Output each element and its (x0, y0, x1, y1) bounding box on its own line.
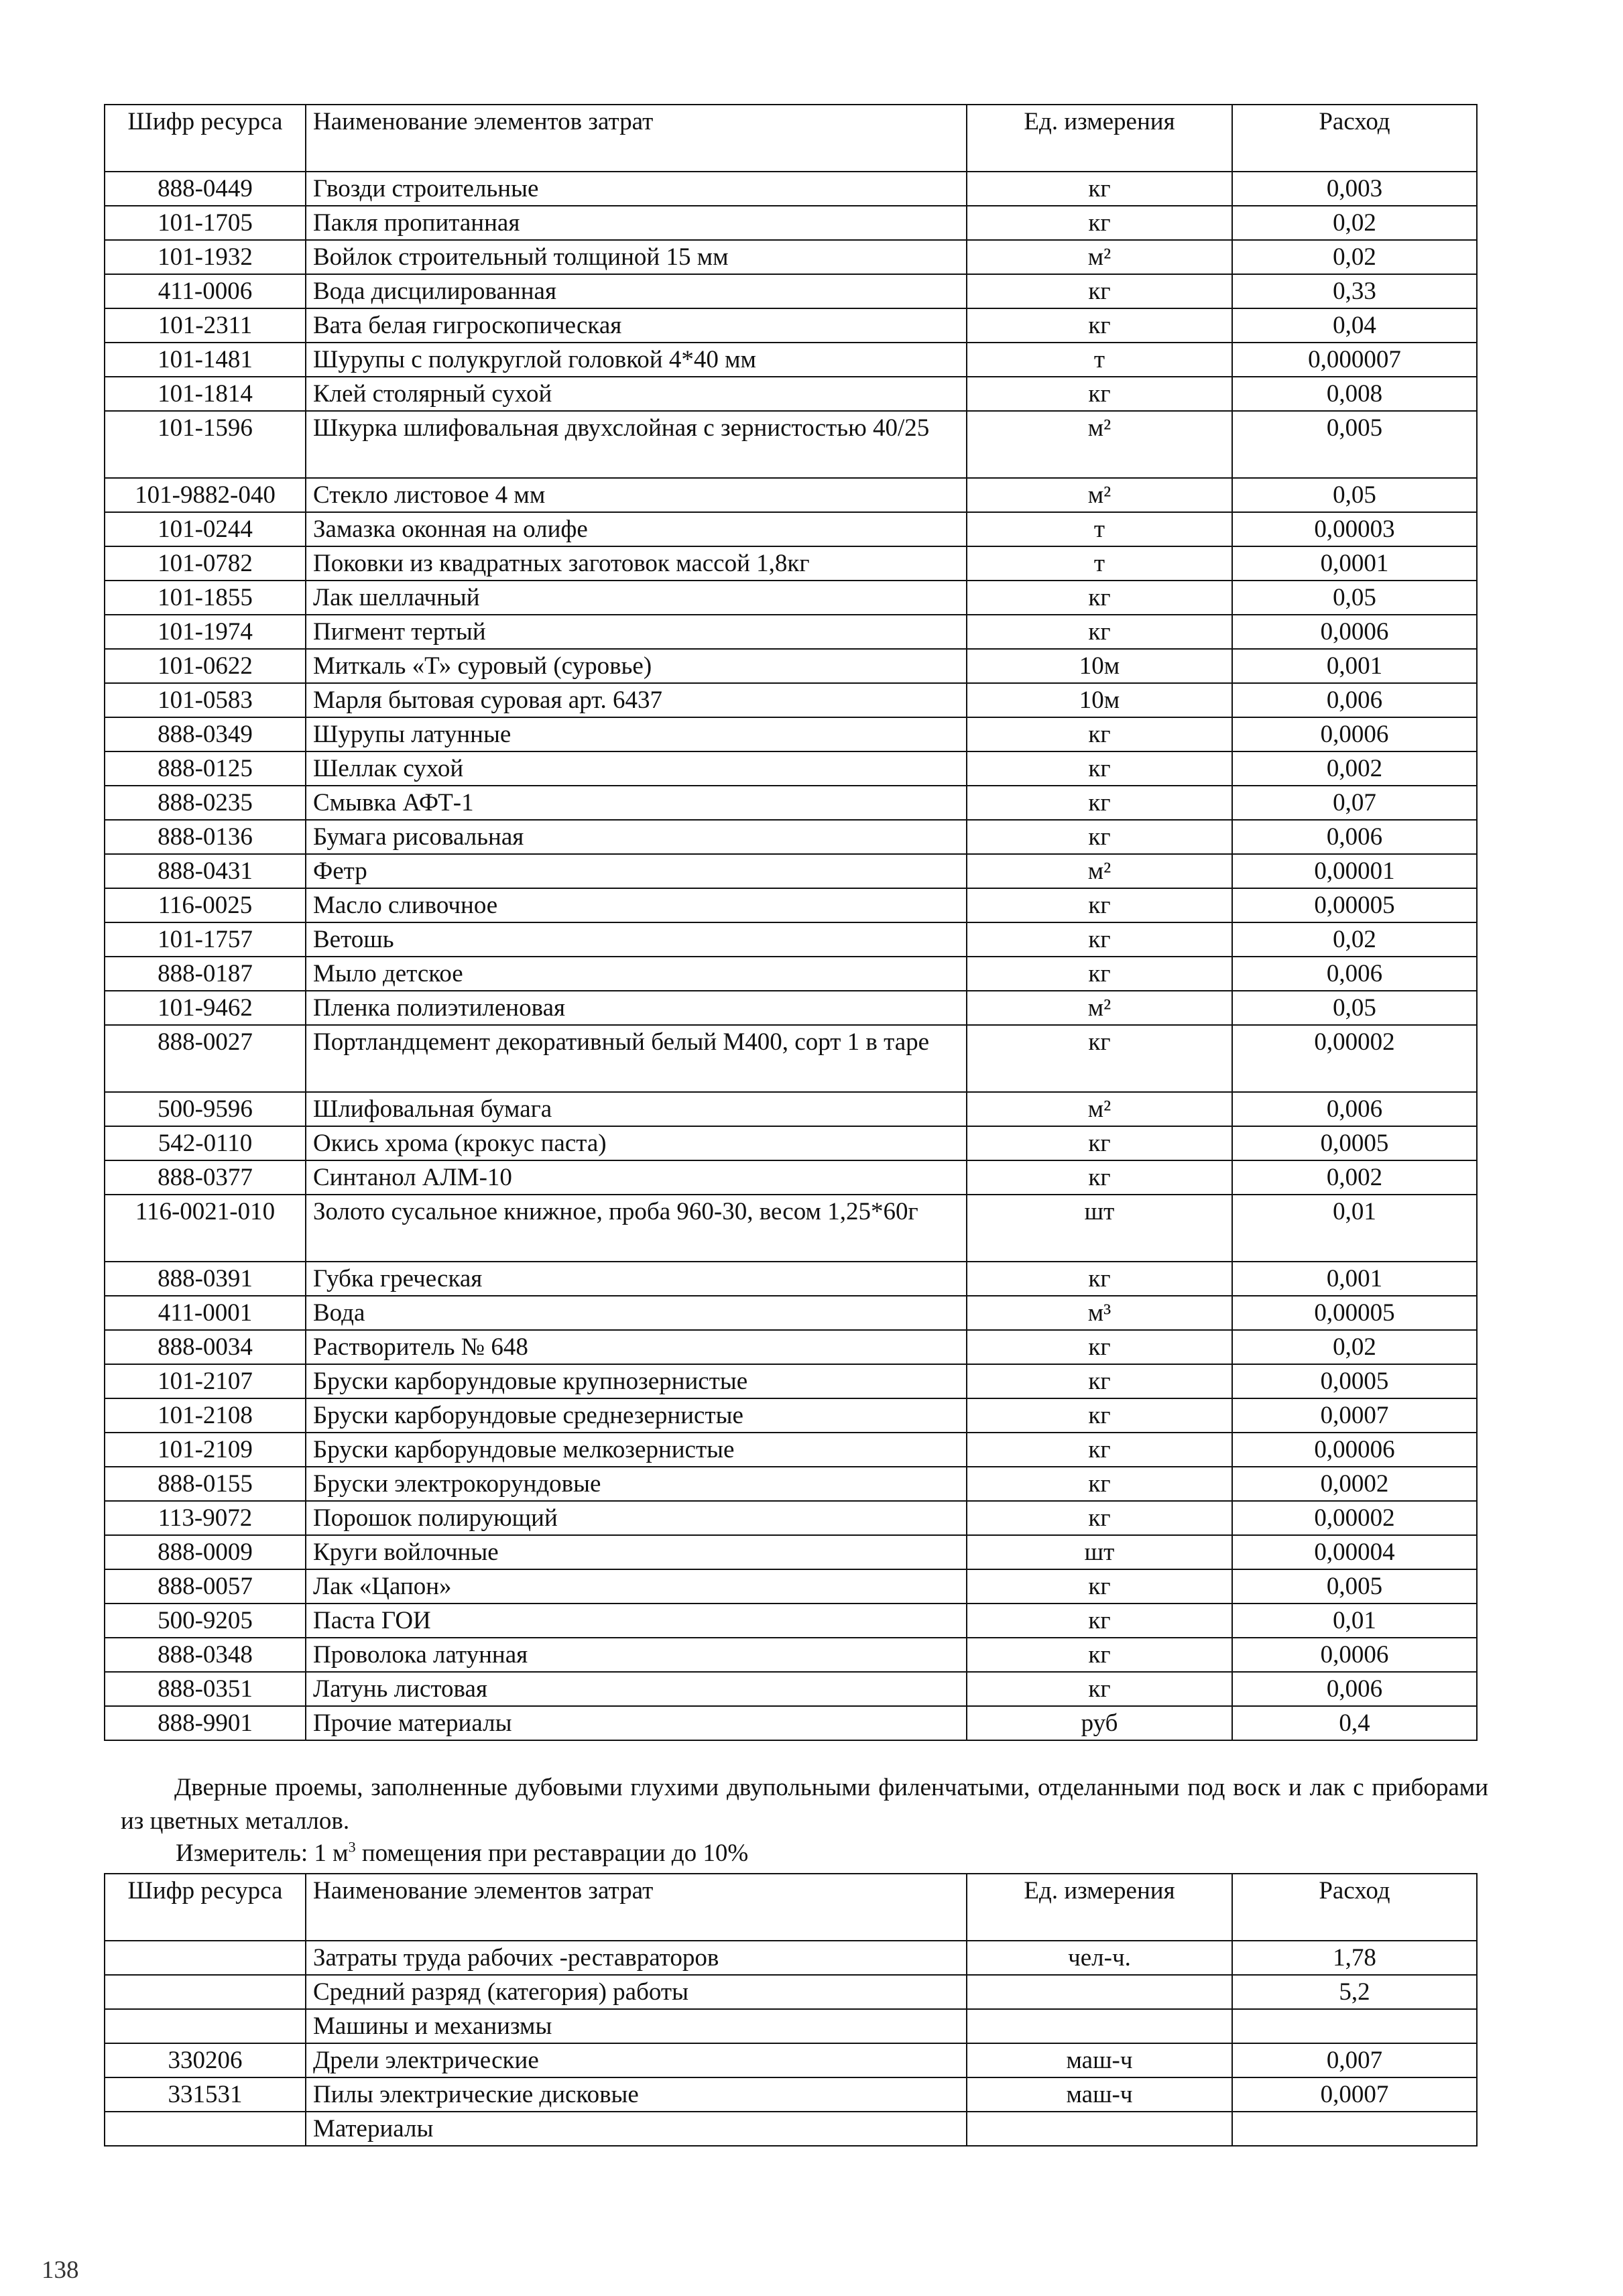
unit-cell (967, 2009, 1232, 2043)
table-header-row (105, 105, 1477, 172)
resource-code-cell: 101-1705 (105, 206, 306, 240)
measure-line (176, 1837, 748, 1870)
unit-cell: кг (967, 957, 1232, 991)
resource-code-cell: 888-0057 (105, 1569, 306, 1604)
resource-code-cell: 500-9205 (105, 1604, 306, 1638)
resource-code-cell: 888-0155 (105, 1467, 306, 1501)
consumption-cell: 0,0006 (1232, 615, 1477, 649)
unit-cell: м² (967, 1092, 1232, 1126)
cost-element-cell: Дрели электрические (306, 2043, 967, 2077)
cost-element-cell: Портландцемент декоративный белый М400, сорт 1 в таре (306, 1025, 967, 1092)
consumption-cell: 0,33 (1232, 274, 1477, 308)
unit-cell: м³ (967, 1296, 1232, 1330)
table-row (105, 649, 1477, 683)
cost-element-cell: Шеллак сухой (306, 751, 967, 786)
cost-element-cell: Бруски электрокорундовые (306, 1467, 967, 1501)
table-row (105, 1195, 1477, 1262)
consumption-cell: 0,000007 (1232, 343, 1477, 377)
resource-code-cell: 101-1757 (105, 922, 306, 957)
cost-element-cell: Шлифовальная бумага (306, 1092, 967, 1126)
consumption-cell: 0,4 (1232, 1706, 1477, 1740)
column-header: Наименование элементов затрат (306, 1874, 967, 1941)
unit-cell: кг (967, 1398, 1232, 1433)
unit-cell: кг (967, 1501, 1232, 1535)
resource-code-cell: 888-0431 (105, 854, 306, 888)
resource-code-cell: 888-0391 (105, 1262, 306, 1296)
consumption-cell: 0,006 (1232, 1672, 1477, 1706)
resource-code-cell (105, 1941, 306, 1975)
cost-element-cell: Вода (306, 1296, 967, 1330)
cost-element-cell: Губка греческая (306, 1262, 967, 1296)
cost-element-cell: Поковки из квадратных заготовок массой 1,8кг (306, 546, 967, 581)
resource-code-cell: 101-9882-040 (105, 478, 306, 512)
resource-code-cell: 888-0187 (105, 957, 306, 991)
measure-prefix: Измеритель: 1 м (176, 1839, 349, 1867)
table-row (105, 377, 1477, 411)
unit-cell: кг (967, 751, 1232, 786)
unit-cell: кг (967, 1467, 1232, 1501)
consumption-cell: 0,02 (1232, 240, 1477, 274)
table-row (105, 717, 1477, 751)
cost-element-cell: Круги войлочные (306, 1535, 967, 1569)
cost-element-cell: Бумага рисовальная (306, 820, 967, 854)
unit-cell: кг (967, 1604, 1232, 1638)
resource-code-cell: 101-1814 (105, 377, 306, 411)
column-header: Ед. измерения (967, 1874, 1232, 1941)
unit-cell: маш-ч (967, 2077, 1232, 2112)
cost-element-cell: Пилы электрические дисковые (306, 2077, 967, 2112)
consumption-cell: 0,006 (1232, 820, 1477, 854)
resource-code-cell: 101-1932 (105, 240, 306, 274)
unit-cell: кг (967, 615, 1232, 649)
cost-element-cell: Лак шеллачный (306, 581, 967, 615)
consumption-cell: 0,006 (1232, 957, 1477, 991)
unit-cell: кг (967, 1638, 1232, 1672)
unit-cell: чел-ч. (967, 1941, 1232, 1975)
unit-cell: кг (967, 1364, 1232, 1398)
consumption-cell: 0,00005 (1232, 888, 1477, 922)
cost-element-cell: Паста ГОИ (306, 1604, 967, 1638)
unit-cell: кг (967, 1330, 1232, 1364)
table-row (105, 1398, 1477, 1433)
cost-element-cell: Гвозди строительные (306, 172, 967, 206)
unit-cell: 10м (967, 683, 1232, 717)
resource-code-cell (105, 2112, 306, 2146)
column-header: Ед. измерения (967, 105, 1232, 172)
cost-element-cell: Лак «Цапон» (306, 1569, 967, 1604)
table-row (105, 343, 1477, 377)
resource-code-cell: 101-0583 (105, 683, 306, 717)
unit-cell: т (967, 512, 1232, 546)
consumption-cell: 0,005 (1232, 411, 1477, 478)
unit-cell: шт (967, 1195, 1232, 1262)
unit-cell: кг (967, 820, 1232, 854)
table-row (105, 240, 1477, 274)
resource-code-cell: 101-1481 (105, 343, 306, 377)
cost-element-cell: Золото сусальное книжное, проба 960-30, весом 1,25*60г (306, 1195, 967, 1262)
table-row (105, 2009, 1477, 2043)
unit-cell (967, 1975, 1232, 2009)
consumption-cell: 1,78 (1232, 1941, 1477, 1975)
column-header: Расход (1232, 1874, 1477, 1941)
table-row (105, 546, 1477, 581)
resource-code-cell: 101-1974 (105, 615, 306, 649)
unit-cell: т (967, 343, 1232, 377)
consumption-cell: 0,001 (1232, 649, 1477, 683)
resource-code-cell: 542-0110 (105, 1126, 306, 1160)
unit-cell: шт (967, 1535, 1232, 1569)
resource-code-cell: 888-0009 (105, 1535, 306, 1569)
unit-cell: кг (967, 581, 1232, 615)
cost-element-cell: Машины и механизмы (306, 2009, 967, 2043)
consumption-cell: 0,01 (1232, 1195, 1477, 1262)
resource-code-cell: 101-0782 (105, 546, 306, 581)
table-row (105, 1672, 1477, 1706)
consumption-cell: 0,00003 (1232, 512, 1477, 546)
resource-code-cell: 116-0025 (105, 888, 306, 922)
cost-element-cell: Масло сливочное (306, 888, 967, 922)
consumption-cell: 5,2 (1232, 1975, 1477, 2009)
table-row (105, 2077, 1477, 2112)
cost-element-cell: Пакля пропитанная (306, 206, 967, 240)
cost-element-cell: Миткаль «Т» суровый (суровье) (306, 649, 967, 683)
consumption-cell: 0,04 (1232, 308, 1477, 343)
cost-element-cell: Порошок полирующий (306, 1501, 967, 1535)
table-row (105, 786, 1477, 820)
cost-element-cell: Войлок строительный толщиной 15 мм (306, 240, 967, 274)
table-row (105, 1160, 1477, 1195)
resource-code-cell: 101-0244 (105, 512, 306, 546)
resource-table-1 (104, 104, 1478, 1741)
table-row (105, 615, 1477, 649)
consumption-cell: 0,006 (1232, 1092, 1477, 1126)
consumption-cell: 0,0005 (1232, 1126, 1477, 1160)
unit-cell: кг (967, 1126, 1232, 1160)
resource-code-cell: 101-2107 (105, 1364, 306, 1398)
consumption-cell: 0,01 (1232, 1604, 1477, 1638)
resource-code-cell: 330206 (105, 2043, 306, 2077)
unit-cell: кг (967, 1433, 1232, 1467)
consumption-cell: 0,00002 (1232, 1025, 1477, 1092)
page-number: 138 (42, 2256, 79, 2284)
table-row (105, 1604, 1477, 1638)
resource-code-cell: 888-0351 (105, 1672, 306, 1706)
table-row (105, 2043, 1477, 2077)
resource-code-cell: 101-0622 (105, 649, 306, 683)
cost-element-cell: Пигмент тертый (306, 615, 967, 649)
unit-cell: кг (967, 1672, 1232, 1706)
section-caption: Дверные проемы, заполненные дубовыми глухими двупольными филенчатыми, отделанными под воск и лак с приборами из цветных металлов. (121, 1774, 1488, 1835)
cost-element-cell: Вода дисцилированная (306, 274, 967, 308)
table-row (105, 1535, 1477, 1569)
consumption-cell: 0,002 (1232, 751, 1477, 786)
table-row (105, 820, 1477, 854)
cost-element-cell: Шурупы с полукруглой головкой 4*40 мм (306, 343, 967, 377)
cost-element-cell: Вата белая гигроскопическая (306, 308, 967, 343)
table-row (105, 308, 1477, 343)
cost-element-cell: Мыло детское (306, 957, 967, 991)
consumption-cell: 0,05 (1232, 478, 1477, 512)
resource-code-cell: 888-0349 (105, 717, 306, 751)
cost-element-cell: Средний разряд (категория) работы (306, 1975, 967, 2009)
table-row (105, 2112, 1477, 2146)
cost-element-cell: Шурупы латунные (306, 717, 967, 751)
cost-element-cell: Бруски карборундовые среднезернистые (306, 1398, 967, 1433)
resource-code-cell: 101-9462 (105, 991, 306, 1025)
table-row (105, 1975, 1477, 2009)
consumption-cell: 0,0007 (1232, 2077, 1477, 2112)
consumption-cell: 0,0005 (1232, 1364, 1477, 1398)
consumption-cell: 0,07 (1232, 786, 1477, 820)
resource-code-cell: 331531 (105, 2077, 306, 2112)
column-header: Наименование элементов затрат (306, 105, 967, 172)
unit-cell (967, 2112, 1232, 2146)
unit-cell: м² (967, 240, 1232, 274)
resource-code-cell: 888-0449 (105, 172, 306, 206)
table-row (105, 274, 1477, 308)
cost-element-cell: Пленка полиэтиленовая (306, 991, 967, 1025)
resource-table-1-body (105, 105, 1477, 1740)
cost-element-cell: Фетр (306, 854, 967, 888)
consumption-cell: 0,0006 (1232, 717, 1477, 751)
consumption-cell: 0,02 (1232, 1330, 1477, 1364)
resource-code-cell: 101-2108 (105, 1398, 306, 1433)
unit-cell: маш-ч (967, 2043, 1232, 2077)
consumption-cell: 0,005 (1232, 1569, 1477, 1604)
cost-element-cell: Окись хрома (крокус паста) (306, 1126, 967, 1160)
resource-code-cell: 888-0235 (105, 786, 306, 820)
table-row (105, 751, 1477, 786)
resource-table-2 (104, 1873, 1478, 2147)
cost-element-cell: Замазка оконная на олифе (306, 512, 967, 546)
resource-code-cell: 101-1596 (105, 411, 306, 478)
cost-element-cell: Марля бытовая суровая арт. 6437 (306, 683, 967, 717)
consumption-cell: 0,003 (1232, 172, 1477, 206)
table-row (105, 581, 1477, 615)
consumption-cell: 0,002 (1232, 1160, 1477, 1195)
measure-exponent: 3 (348, 1838, 356, 1856)
unit-cell: кг (967, 922, 1232, 957)
resource-code-cell: 101-2109 (105, 1433, 306, 1467)
resource-code-cell: 116-0021-010 (105, 1195, 306, 1262)
table-row (105, 1638, 1477, 1672)
consumption-cell: 0,0002 (1232, 1467, 1477, 1501)
table-row (105, 1025, 1477, 1092)
cost-element-cell: Бруски карборундовые мелкозернистые (306, 1433, 967, 1467)
measure-suffix: помещения при реставрации до 10% (355, 1839, 749, 1867)
unit-cell: кг (967, 1262, 1232, 1296)
unit-cell: м² (967, 411, 1232, 478)
resource-code-cell: 888-0348 (105, 1638, 306, 1672)
unit-cell: кг (967, 308, 1232, 343)
table-row (105, 922, 1477, 957)
table-row (105, 1262, 1477, 1296)
consumption-cell: 0,00001 (1232, 854, 1477, 888)
consumption-cell: 0,05 (1232, 991, 1477, 1025)
consumption-cell: 0,05 (1232, 581, 1477, 615)
resource-code-cell: 101-1855 (105, 581, 306, 615)
resource-table-2-body (105, 1874, 1477, 2146)
table-row (105, 1501, 1477, 1535)
cost-element-cell: Материалы (306, 2112, 967, 2146)
resource-code-cell: 888-0125 (105, 751, 306, 786)
cost-element-cell: Бруски карборундовые крупнозернистые (306, 1364, 967, 1398)
resource-code-cell: 113-9072 (105, 1501, 306, 1535)
consumption-cell: 0,0007 (1232, 1398, 1477, 1433)
consumption-cell: 0,001 (1232, 1262, 1477, 1296)
table-row (105, 172, 1477, 206)
consumption-cell: 0,02 (1232, 922, 1477, 957)
unit-cell: кг (967, 377, 1232, 411)
table-row (105, 1092, 1477, 1126)
table-row (105, 1126, 1477, 1160)
unit-cell: кг (967, 888, 1232, 922)
resource-code-cell: 500-9596 (105, 1092, 306, 1126)
cost-element-cell: Растворитель № 648 (306, 1330, 967, 1364)
table-row (105, 1941, 1477, 1975)
table-row (105, 957, 1477, 991)
resource-code-cell: 888-9901 (105, 1706, 306, 1740)
unit-cell: кг (967, 172, 1232, 206)
unit-cell: кг (967, 717, 1232, 751)
unit-cell: кг (967, 1025, 1232, 1092)
consumption-cell (1232, 2112, 1477, 2146)
unit-cell: кг (967, 1569, 1232, 1604)
cost-element-cell: Шкурка шлифовальная двухслойная с зернистостью 40/25 (306, 411, 967, 478)
table-row (105, 1706, 1477, 1740)
table-row (105, 206, 1477, 240)
column-header: Шифр ресурса (105, 1874, 306, 1941)
table-row (105, 991, 1477, 1025)
unit-cell: кг (967, 206, 1232, 240)
table-row (105, 512, 1477, 546)
table-row (105, 1364, 1477, 1398)
cost-element-cell: Прочие материалы (306, 1706, 967, 1740)
table-row (105, 888, 1477, 922)
table-row (105, 411, 1477, 478)
table-row (105, 854, 1477, 888)
resource-code-cell (105, 2009, 306, 2043)
table-row (105, 1433, 1477, 1467)
resource-code-cell: 101-2311 (105, 308, 306, 343)
table-row (105, 1330, 1477, 1364)
consumption-cell (1232, 2009, 1477, 2043)
unit-cell: 10м (967, 649, 1232, 683)
table-row (105, 683, 1477, 717)
cost-element-cell: Синтанол АЛМ-10 (306, 1160, 967, 1195)
cost-element-cell: Клей столярный сухой (306, 377, 967, 411)
unit-cell: руб (967, 1706, 1232, 1740)
consumption-cell: 0,0006 (1232, 1638, 1477, 1672)
resource-code-cell (105, 1975, 306, 2009)
consumption-cell: 0,008 (1232, 377, 1477, 411)
resource-code-cell: 888-0136 (105, 820, 306, 854)
unit-cell: м² (967, 854, 1232, 888)
consumption-cell: 0,00005 (1232, 1296, 1477, 1330)
unit-cell: м² (967, 478, 1232, 512)
cost-element-cell: Ветошь (306, 922, 967, 957)
unit-cell: кг (967, 786, 1232, 820)
cost-element-cell: Проволока латунная (306, 1638, 967, 1672)
table-row (105, 1467, 1477, 1501)
resource-code-cell: 888-0027 (105, 1025, 306, 1092)
table-row (105, 1569, 1477, 1604)
resource-code-cell: 411-0006 (105, 274, 306, 308)
cost-element-cell: Латунь листовая (306, 1672, 967, 1706)
resource-code-cell: 888-0034 (105, 1330, 306, 1364)
resource-code-cell: 411-0001 (105, 1296, 306, 1330)
unit-cell: т (967, 546, 1232, 581)
cost-element-cell: Стекло листовое 4 мм (306, 478, 967, 512)
unit-cell: кг (967, 274, 1232, 308)
column-header: Расход (1232, 105, 1477, 172)
unit-cell: кг (967, 1160, 1232, 1195)
unit-cell: м² (967, 991, 1232, 1025)
consumption-cell: 0,007 (1232, 2043, 1477, 2077)
column-header: Шифр ресурса (105, 105, 306, 172)
table-header-row (105, 1874, 1477, 1941)
cost-element-cell: Смывка АФТ-1 (306, 786, 967, 820)
consumption-cell: 0,0001 (1232, 546, 1477, 581)
consumption-cell: 0,00004 (1232, 1535, 1477, 1569)
cost-element-cell: Затраты труда рабочих -реставраторов (306, 1941, 967, 1975)
resource-code-cell: 888-0377 (105, 1160, 306, 1195)
table-row (105, 1296, 1477, 1330)
consumption-cell: 0,006 (1232, 683, 1477, 717)
consumption-cell: 0,00006 (1232, 1433, 1477, 1467)
consumption-cell: 0,02 (1232, 206, 1477, 240)
table-row (105, 478, 1477, 512)
consumption-cell: 0,00002 (1232, 1501, 1477, 1535)
